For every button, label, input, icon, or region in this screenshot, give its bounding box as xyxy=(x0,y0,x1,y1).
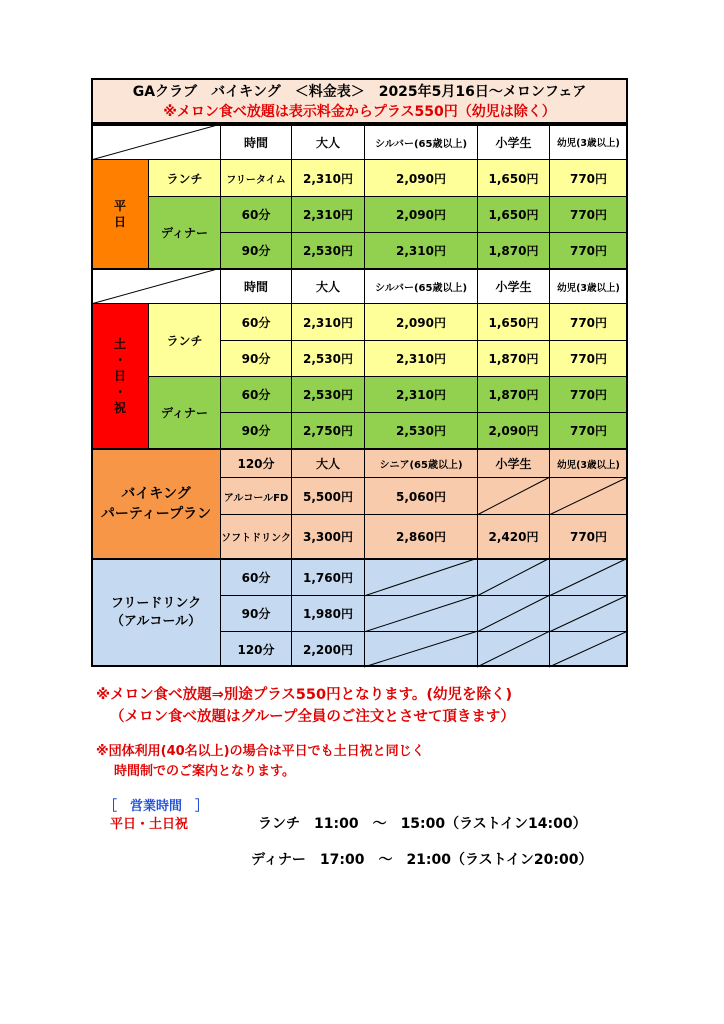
price-cell: 2,530円 xyxy=(291,376,365,413)
time-cell: 90分 xyxy=(220,340,292,377)
price-cell: 3,300円 xyxy=(291,514,365,559)
na-cell xyxy=(364,595,478,632)
note-melon: ※メロン食べ放題⇒別途プラス550円となります。(幼児を除く) xyxy=(96,687,513,703)
price-cell: 2,310円 xyxy=(364,376,478,413)
weekend-label-char: 祝 xyxy=(113,401,126,415)
header-blank-cell xyxy=(91,124,221,160)
header-blank-cell xyxy=(91,268,221,304)
na-cell xyxy=(477,558,550,596)
price-cell: 2,090円 xyxy=(364,196,478,233)
party-header-senior: シニア(65歳以上) xyxy=(364,448,478,478)
na-cell xyxy=(477,595,550,632)
price-cell: 770円 xyxy=(549,159,628,197)
free-drink-label-line: （アルコール） xyxy=(110,614,202,629)
price-cell: 2,090円 xyxy=(477,412,550,449)
header-elementary: 小学生 xyxy=(477,124,550,160)
time-cell: 90分 xyxy=(220,412,292,449)
weekend-label-char: 日 xyxy=(113,369,126,383)
header-infant: 幼児(3歳以上) xyxy=(549,268,628,304)
weekday-label-char: 日 xyxy=(113,215,126,229)
hours-title: ［ 営業時間 ］ xyxy=(104,799,209,814)
price-cell: 2,200円 xyxy=(291,631,365,667)
na-cell xyxy=(364,558,478,596)
hours-dinner: ディナー 17:00 ～ 21:00（ラストイン20:00） xyxy=(251,852,593,868)
weekday-label-char: 平 xyxy=(113,199,126,213)
na-cell xyxy=(364,631,478,667)
party-plan-label-line: バイキング xyxy=(121,486,191,502)
price-cell: 2,750円 xyxy=(291,412,365,449)
time-cell: 90分 xyxy=(220,595,292,632)
party-plan-label-line: パーティープラン xyxy=(100,506,212,522)
na-cell xyxy=(549,595,628,632)
party-header-adult: 大人 xyxy=(291,448,365,478)
party-header-elementary: 小学生 xyxy=(477,448,550,478)
price-cell: 770円 xyxy=(549,376,628,413)
price-cell: 770円 xyxy=(549,303,628,341)
price-cell: 2,530円 xyxy=(291,232,365,269)
price-cell: 1,980円 xyxy=(291,595,365,632)
note-melon-group: （メロン食べ放題はグループ全員のご注文とさせて頂きます） xyxy=(110,709,515,725)
time-cell: 120分 xyxy=(220,631,292,667)
price-cell: 1,760円 xyxy=(291,558,365,596)
party-soft-label: ソフトドリンク xyxy=(220,514,292,559)
header-silver: シルバー(65歳以上) xyxy=(364,124,478,160)
weekend-dinner-label: ディナー xyxy=(148,376,221,449)
na-cell xyxy=(549,477,628,515)
time-cell: 60分 xyxy=(220,303,292,341)
price-cell: 1,870円 xyxy=(477,232,550,269)
free-drink-label xyxy=(91,558,221,667)
price-cell: 1,650円 xyxy=(477,303,550,341)
free-drink-label-line: フリードリンク xyxy=(110,596,202,611)
header-time: 時間 xyxy=(220,268,292,304)
weekday-lunch-time: フリータイム xyxy=(220,159,292,197)
price-cell: 2,310円 xyxy=(364,340,478,377)
time-cell: 60分 xyxy=(220,196,292,233)
price-cell: 770円 xyxy=(549,340,628,377)
party-plan-label xyxy=(91,448,221,559)
weekend-label xyxy=(91,303,149,449)
price-cell: 2,420円 xyxy=(477,514,550,559)
page-title: GAクラブ バイキング ＜料金表＞ 2025年5月16日～メロンフェア xyxy=(132,84,587,100)
time-cell: 60分 xyxy=(220,376,292,413)
hours-days: 平日・土日祝 xyxy=(110,817,189,832)
title-box xyxy=(91,78,628,124)
party-header-time: 120分 xyxy=(220,448,292,478)
party-alcohol-label: アルコールFD xyxy=(220,477,292,515)
price-cell: 770円 xyxy=(549,412,628,449)
price-cell: 2,310円 xyxy=(364,232,478,269)
na-cell xyxy=(477,631,550,667)
weekday-lunch-label: ランチ xyxy=(148,159,221,197)
na-cell xyxy=(549,558,628,596)
header-adult: 大人 xyxy=(291,124,365,160)
weekday-label xyxy=(91,159,149,269)
weekend-lunch-label: ランチ xyxy=(148,303,221,377)
price-cell: 2,090円 xyxy=(364,303,478,341)
time-cell: 90分 xyxy=(220,232,292,269)
time-cell: 60分 xyxy=(220,558,292,596)
melon-notice: ※メロン食べ放題は表示料金からプラス550円（幼児は除く） xyxy=(163,104,556,120)
price-cell: 770円 xyxy=(549,514,628,559)
price-cell: 2,310円 xyxy=(291,196,365,233)
weekend-label-char: ・ xyxy=(113,353,126,367)
price-cell: 2,090円 xyxy=(364,159,478,197)
price-cell: 1,870円 xyxy=(477,340,550,377)
price-cell: 1,650円 xyxy=(477,159,550,197)
price-cell: 5,500円 xyxy=(291,477,365,515)
price-cell: 2,310円 xyxy=(291,303,365,341)
price-cell: 770円 xyxy=(549,232,628,269)
note-group-use: ※団体利用(40名以上)の場合は平日でも土日祝と同じく xyxy=(96,744,425,759)
price-cell: 2,530円 xyxy=(364,412,478,449)
price-cell: 5,060円 xyxy=(364,477,478,515)
weekday-dinner-label: ディナー xyxy=(148,196,221,269)
price-cell: 1,870円 xyxy=(477,376,550,413)
header-time: 時間 xyxy=(220,124,292,160)
price-cell: 770円 xyxy=(549,196,628,233)
price-cell: 1,650円 xyxy=(477,196,550,233)
price-cell: 2,860円 xyxy=(364,514,478,559)
na-cell xyxy=(549,631,628,667)
hours-lunch: ランチ 11:00 ～ 15:00（ラストイン14:00） xyxy=(258,816,587,832)
price-cell: 2,530円 xyxy=(291,340,365,377)
note-group-use-2: 時間制でのご案内となります。 xyxy=(114,764,295,779)
weekend-label-char: ・ xyxy=(113,385,126,399)
party-header-infant: 幼児(3歳以上) xyxy=(549,448,628,478)
header-elementary: 小学生 xyxy=(477,268,550,304)
na-cell xyxy=(477,477,550,515)
price-cell: 2,310円 xyxy=(291,159,365,197)
weekend-label-char: 土 xyxy=(113,337,126,351)
header-adult: 大人 xyxy=(291,268,365,304)
header-infant: 幼児(3歳以上) xyxy=(549,124,628,160)
header-silver: シルバー(65歳以上) xyxy=(364,268,478,304)
